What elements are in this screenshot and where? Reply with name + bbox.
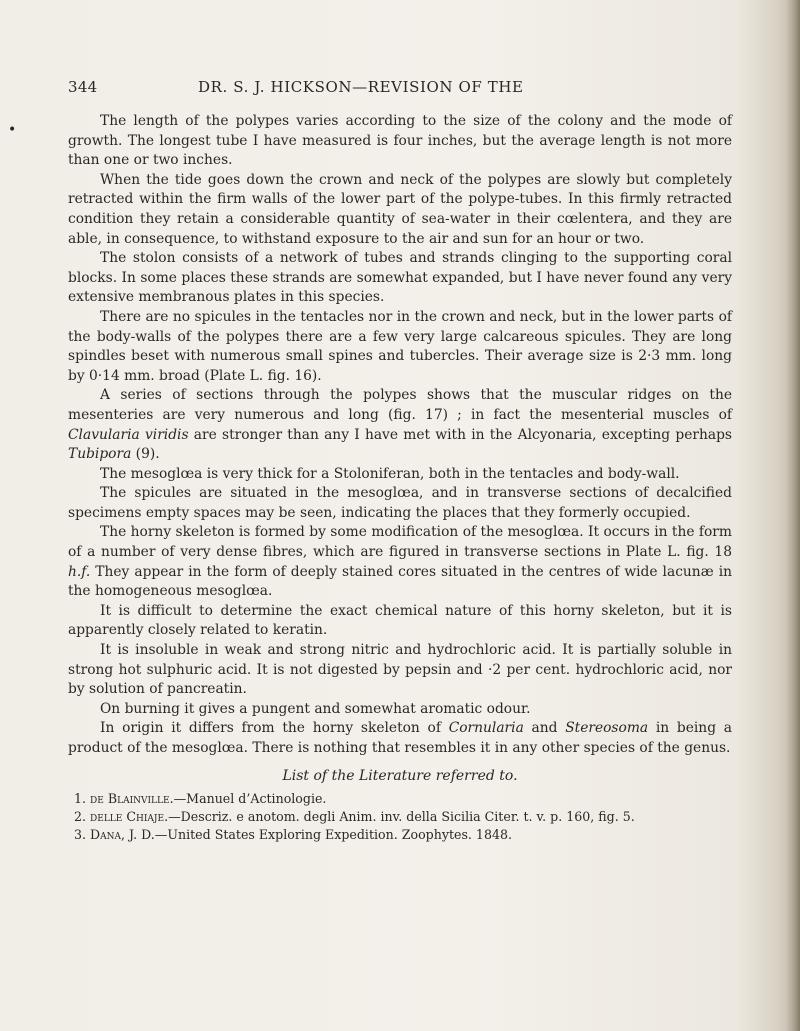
paragraph: There are no spicules in the tentacles nor in the crown and neck, but in the lower parts of the body-walls of the polypes there are a few very large calcareous spicules. They are long spindles beset with numerous small spines and tubercles. Their average size is 2·3 mm. long by 0·14 mm. broad (Plate L. fig. 16). [68,308,732,384]
reference-number: 3. [74,827,87,843]
paragraph-text: They appear in the form of deeply stained cores situated in the centres of wide lacunæ in the homogeneous mesoglœa. [68,563,732,600]
paragraph: The length of the polypes varies according to the size of the colony and the mode of growth. The longest tube I have measured is four inches, but the average length is not more than one or two inches. [68,113,732,169]
paragraph: It is insoluble in weak and strong nitric and hydrochloric acid. It is partially soluble in strong hot sulphuric acid. It is not digested by pepsin and ·2 per cent. hydrochloric acid, nor by solution of pancreatin. [68,642,732,698]
paragraph [68,386,732,464]
reference-number: 2. [74,809,87,825]
margin-mark: • [8,122,17,138]
reference-item [68,826,732,844]
paragraph-text: A series of sections through the polypes shows that the muscular ridges on the mesenteries are very numerous and long (fig. 17) ; in fact the mesenterial muscles of [68,387,732,423]
reference-number: 1. [74,791,87,807]
reference-author: Dana, J. D. [90,827,155,843]
genus-name: Tubipora [68,446,132,463]
paragraph-text: In origin it differs from the horny skeleton of [100,720,449,737]
paragraph-text: and [523,720,566,737]
paragraph-text: in being a product of the mesoglœa. There is nothing that resembles it in any other species of the genus. [68,720,732,756]
reference-list [68,790,732,844]
article-body [68,112,732,844]
running-header [68,78,728,100]
paragraph [68,523,732,601]
reference-author: de Blainville [90,791,170,807]
paragraph: The stolon consists of a network of tubes and strands clinging to the supporting coral blocks. In some places these strands are somewhat expanded, but I have never found any very extensive membranous plates in this species. [68,250,732,306]
paragraph: On burning it gives a pungent and somewhat aromatic odour. [100,700,531,717]
reference-text: —United States Exploring Expedition. Zoophytes. 1848. [154,827,512,843]
paragraph-text: (9). [131,446,160,463]
paragraph: It is difficult to determine the exact chemical nature of this horny skeleton, but it is apparently closely related to keratin. [68,602,732,639]
paragraph: The spicules are situated in the mesoglœa, and in transverse sections of decalcified specimens empty spaces may be seen, indicating the places that they formerly occupied. [68,485,732,521]
species-name: Clavularia viridis [68,426,189,443]
genus-name: Stereosoma [565,720,649,737]
genus-name: Cornularia [448,720,524,737]
reference-author: delle Chiaje [90,809,165,825]
reference-text: .—Manuel d’Actinologie. [169,791,327,807]
literature-heading: List of the Literature referred to. [282,767,518,784]
paragraph [68,719,732,758]
reference-text: .—Descriz. e anotom. degli Anim. inv. della Sicilia Citer. t. v. p. 160, fig. 5. [164,809,635,825]
page-number: 344 [68,78,98,96]
running-title: DR. S. J. HICKSON—REVISION OF THE [198,78,524,96]
paragraph: The mesoglœa is very thick for a Stoloniferan, both in the tentacles and body-wall. [100,465,680,482]
reference-item [68,808,732,826]
paragraph: When the tide goes down the crown and neck of the polypes are slowly but completely retracted within the firm walls of the lower part of the polype-tubes. In this firmly retracted condition they retain a considerable quantity of sea-water in their cœlentera, and they are able, in consequence, to withstand exposure to the air and sun for an hour or two. [68,171,732,247]
paragraph-text: are stronger than any I have met with in the Alcyonaria, excepting perhaps [188,426,732,443]
figure-label: h.f. [68,563,91,580]
paragraph-text: The horny skeleton is formed by some modification of the mesoglœa. It occurs in the form of a number of very dense fibres, which are figured in transverse sections in Plate L. fig. 18 [68,524,732,561]
page-edge-shadow [786,0,800,1031]
reference-item [68,790,732,808]
